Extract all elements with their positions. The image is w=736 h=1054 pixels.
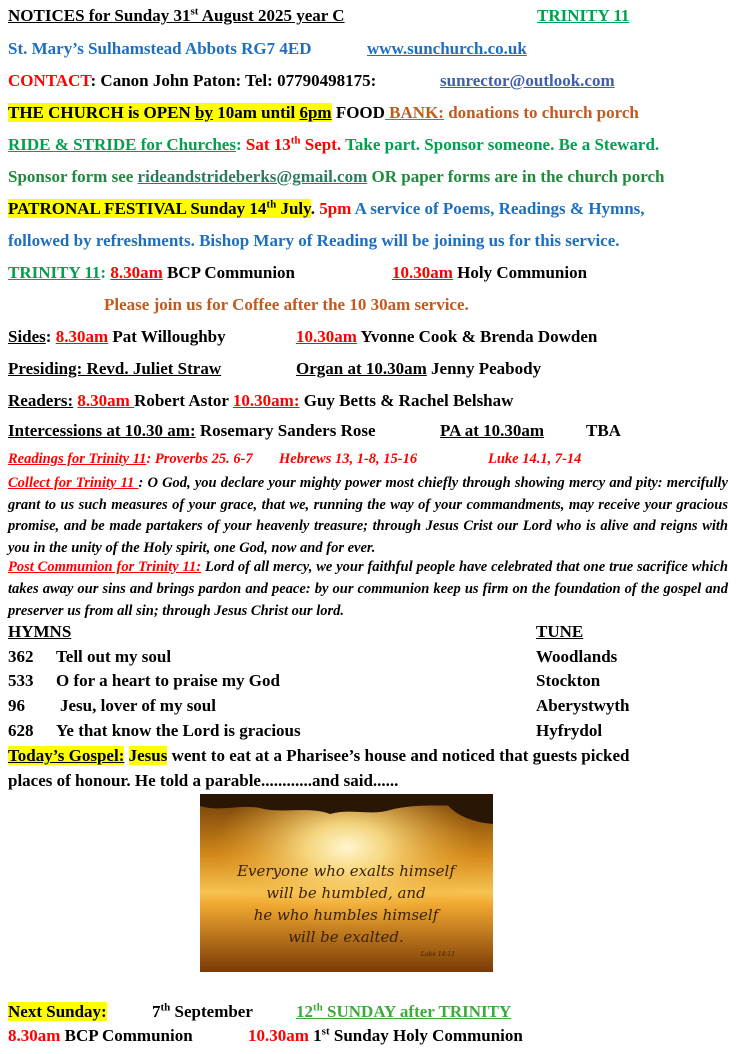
next-sunday-line: Next Sunday: — [8, 1002, 107, 1021]
hymn-tune: Hyfrydol — [536, 721, 603, 740]
quote-line-4: will be exalted. — [288, 928, 404, 946]
quote-line-3: he who humbles himself — [253, 906, 439, 924]
presiding-line: Presiding: Revd. Juliet Straw — [8, 359, 222, 378]
sunset-image — [200, 794, 493, 972]
intercessions-line: Intercessions at 10.30 am: Rosemary Sanders Rose — [8, 421, 376, 440]
hymn-title: Tell out my soul — [56, 647, 172, 666]
notices-heading: NOTICES for Sunday 31st August 2025 year C — [8, 5, 345, 25]
hymn-number: 362 — [8, 647, 34, 666]
hymn-tune: Aberystwyth — [536, 696, 630, 715]
quote-reference: Luke 14:11 — [420, 951, 456, 958]
church-open-line: THE CHURCH is OPEN by 10am until 6pm FOOD BANK: donations to church porch — [8, 103, 639, 122]
next-sunday-title: 12th SUNDAY after TRINITY — [296, 1001, 512, 1021]
contact-email-link[interactable]: sunrector@outlook.com — [440, 71, 615, 90]
hymn-title: Ye that know the Lord is gracious — [56, 721, 301, 740]
hymn-tune: Stockton — [536, 671, 601, 690]
reading-hebrews: Hebrews 13, 1-8, 15-16 — [279, 451, 418, 467]
quote-line-1: Everyone who exalts himself — [237, 862, 455, 880]
patronal-festival-line-2: followed by refreshments. Bishop Mary of Reading will be joining us for this service. — [8, 231, 620, 250]
website-link[interactable]: www.sunchurch.co.uk — [367, 39, 527, 58]
next-holy-communion: 10.30am 1st Sunday Holy Communion — [248, 1025, 523, 1045]
hymn-title: Jesu, lover of my soul — [60, 696, 216, 715]
contact-line: CONTACT: Canon John Paton: Tel: 07790498175: — [8, 71, 377, 90]
hymn-number: 628 — [8, 721, 34, 740]
next-services-line: 8.30am BCP Communion — [8, 1026, 193, 1045]
sponsor-line: Sponsor form see rideandstrideberks@gmail.com OR paper forms are in the church porch — [8, 167, 665, 186]
sides-1030: 10.30am Yvonne Cook & Brenda Dowden — [296, 327, 598, 346]
trinity-heading: TRINITY 11 — [537, 6, 630, 25]
organ-line: Organ at 10.30am Jenny Peabody — [296, 359, 542, 378]
hymn-number: 96 — [8, 696, 25, 715]
hymn-number: 533 — [8, 671, 34, 690]
sides-line: Sides: 8.30am Pat Willoughby — [8, 327, 226, 346]
church-address: St. Mary’s Sulhamstead Abbots RG7 4ED — [8, 39, 312, 58]
ride-stride-line: RIDE & STRIDE for Churches: Sat 13th Sept. Take part. Sponsor someone. Be a Steward. — [8, 134, 660, 154]
reading-luke: Luke 14.1, 7-14 — [488, 451, 582, 467]
readers-line: Readers: 8.30am Robert Astor 10.30am: Guy Betts & Rachel Belshaw — [8, 391, 514, 410]
hymns-header: HYMNS — [8, 622, 72, 641]
patronal-festival-line: PATRONAL FESTIVAL Sunday 14th July. 5pm A service of Poems, Readings & Hymns, — [8, 198, 645, 218]
coffee-notice: Please join us for Coffee after the 10 30am service. — [104, 295, 469, 314]
next-sunday-date: 7th September — [152, 1001, 253, 1021]
collect-paragraph: Collect for Trinity 11 : O God, you declare your mighty power most chiefly through showing mercy and pity: mercifully grant to us such measures of your grace, that we, running the way of your commandments, may receive your gracious promise, and be made partakers of your heavenly treasure; through Jesus Crist our Lord who is alive and reigns with you in the unity of the Holy spirit, one God, now and for ever. — [8, 475, 728, 556]
gospel-line-2: places of honour. He told a parable............and said...... — [8, 771, 399, 790]
pa-label: PA at 10.30am — [440, 421, 545, 440]
quote-line-2: will be humbled, and — [266, 884, 426, 902]
hymn-tune: Woodlands — [536, 647, 618, 666]
gospel-line: Today’s Gospel: Jesus went to eat at a Pharisee’s house and noticed that guests picked — [8, 746, 630, 765]
pa-value: TBA — [586, 421, 621, 440]
holy-communion-time: 10.30am Holy Communion — [392, 263, 588, 282]
hymn-title: O for a heart to praise my God — [56, 671, 280, 690]
trinity-services-line: TRINITY 11: 8.30am BCP Communion — [8, 263, 296, 282]
post-communion-paragraph: Post Communion for Trinity 11: Lord of all mercy, we your faithful people have celebrated that one true sacrifice which takes away our sins and brings pardon and peace: by our communion keep us firm on the foundation of the gospel and preserver us from all sin; through Jesus Christ our lord. — [8, 559, 729, 619]
readings-line: Readings for Trinity 11: Proverbs 25. 6-7 — [8, 451, 253, 467]
tune-header: TUNE — [536, 622, 584, 641]
ride-stride-email-link[interactable]: rideandstrideberks@gmail.com — [137, 167, 368, 186]
